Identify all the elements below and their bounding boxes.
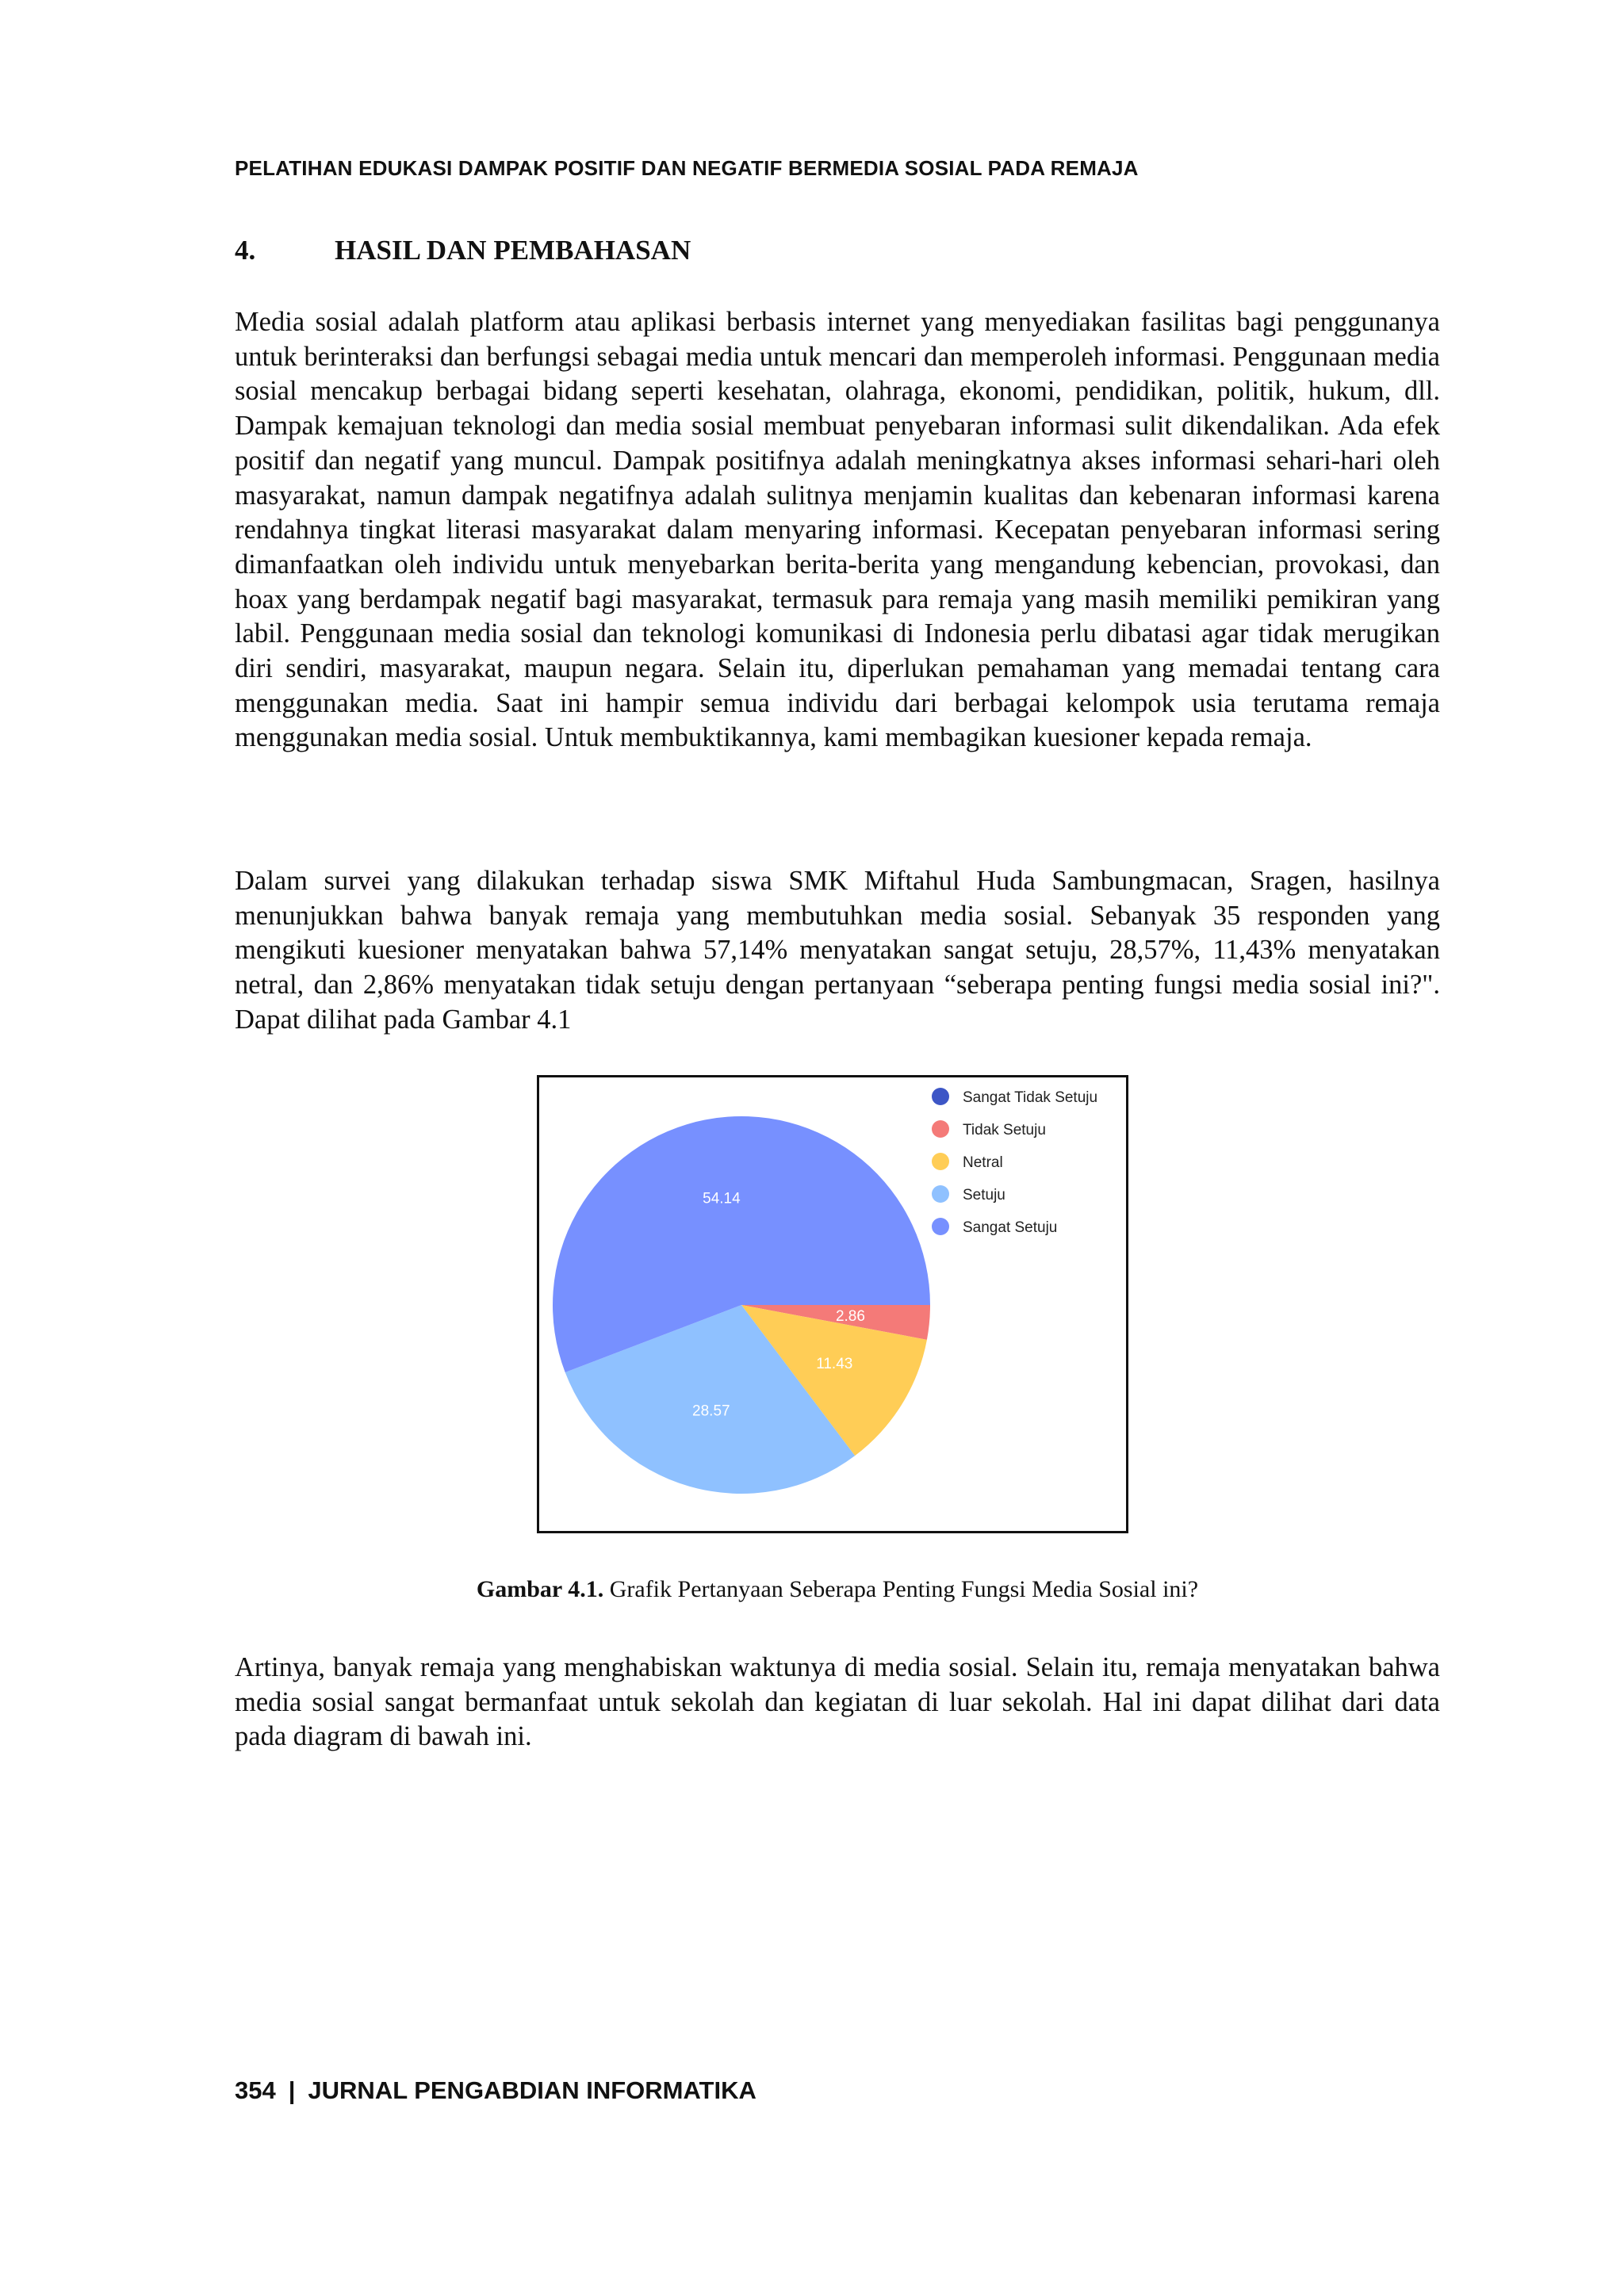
legend-label-setuju: Setuju [963, 1187, 1005, 1203]
pie-label-tidak-setuju: 2.86 [835, 1307, 865, 1325]
legend-marker-tidak-setuju [932, 1120, 949, 1138]
legend-label-sangat-tidak-setuju: Sangat Tidak Setuju [963, 1089, 1098, 1106]
legend-marker-sangat-tidak-setuju [932, 1088, 949, 1105]
legend-marker-sangat-setuju [932, 1218, 949, 1235]
pie-label-setuju: 28.57 [692, 1402, 730, 1420]
legend-label-tidak-setuju: Tidak Setuju [963, 1122, 1046, 1138]
legend-marker-netral [932, 1153, 949, 1170]
running-header: PELATIHAN EDUKASI DAMPAK POSITIF DAN NEGATIF BERMEDIA SOSIAL PADA REMAJA [235, 156, 1139, 180]
figure-caption [235, 1576, 1440, 1603]
pie-chart [539, 1077, 1126, 1531]
section-title: HASIL DAN PEMBAHASAN [335, 235, 691, 266]
paragraph-conclusion: Artinya, banyak remaja yang menghabiskan waktunya di media sosial. Selain itu, remaja menyatakan bahwa media sosial sangat bermanfaat untuk sekolah dan kegiatan di luar sekolah. Hal ini dapat dilihat dari data pada diagram di bawah ini. [235, 1652, 1440, 1752]
section-heading [235, 235, 1440, 266]
caption-text: Grafik Pertanyaan Seberapa Penting Fungsi Media Sosial ini? [603, 1576, 1199, 1602]
legend-marker-setuju [932, 1185, 949, 1203]
pie-label-netral: 11.43 [816, 1355, 853, 1372]
footer-separator: | [288, 2076, 296, 2104]
figure-pie-chart [537, 1075, 1128, 1533]
caption-label: Gambar 4.1. [476, 1576, 604, 1602]
pie-label-sangat-setuju: 54.14 [703, 1190, 741, 1207]
page-footer [235, 2076, 1440, 2105]
legend-label-sangat-setuju: Sangat Setuju [963, 1219, 1058, 1236]
journal-name: JURNAL PENGABDIAN INFORMATIKA [308, 2076, 756, 2104]
paragraph-survey: Dalam survei yang dilakukan terhadap siswa SMK Miftahul Huda Sambungmacan, Sragen, hasilnya menunjukkan bahwa banyak remaja yang membutuhkan media sosial. Sebanyak 35 responden yang mengikuti kuesioner menyatakan bahwa 57,14% menyatakan sangat setuju, 28,57%, 11,43% menyatakan netral, dan 2,86% menyatakan tidak setuju dengan pertanyaan “seberapa penting fungsi media sosial ini?". Dapat dilihat pada Gambar 4.1 [235, 866, 1440, 1035]
page-number: 354 [235, 2076, 276, 2104]
paragraph-intro: Media sosial adalah platform atau aplikasi berbasis internet yang menyediakan fasilitas bagi penggunanya untuk berinteraksi dan berfungsi sebagai media untuk mencari dan memperoleh informasi. Penggunaan media sosial mencakup berbagai bidang seperti kesehatan, olahraga, ekonomi, pendidikan, politik, hukum, dll. Dampak kemajuan teknologi dan media sosial membuat penyebaran informasi sulit dikendalikan. Ada efek positif dan negatif yang muncul. Dampak positifnya adalah meningkatnya akses informasi sehari-hari oleh masyarakat, namun dampak negatifnya adalah sulitnya menjamin kualitas dan kebenaran informasi karena rendahnya tingkat literasi masyarakat dalam menyaring informasi. Kecepatan penyebaran informasi sering dimanfaatkan oleh individu untuk menyebarkan berita-berita yang mengandung kebencian, provokasi, dan hoax yang berdampak negatif bagi masyarakat, termasuk para remaja yang masih memiliki pemikiran yang labil. Penggunaan media sosial dan teknologi komunikasi di Indonesia perlu dibatasi agar tidak merugikan diri sendiri, masyarakat, maupun negara. Selain itu, diperlukan pemahaman yang memadai tentang cara menggunakan media. Saat ini hampir semua individu dari berbagai kelompok usia terutama remaja menggunakan media sosial. Untuk membuktikannya, kami membagikan kuesioner kepada remaja. [235, 307, 1440, 753]
legend-label-netral: Netral [963, 1154, 1003, 1171]
section-number: 4. [235, 235, 256, 266]
